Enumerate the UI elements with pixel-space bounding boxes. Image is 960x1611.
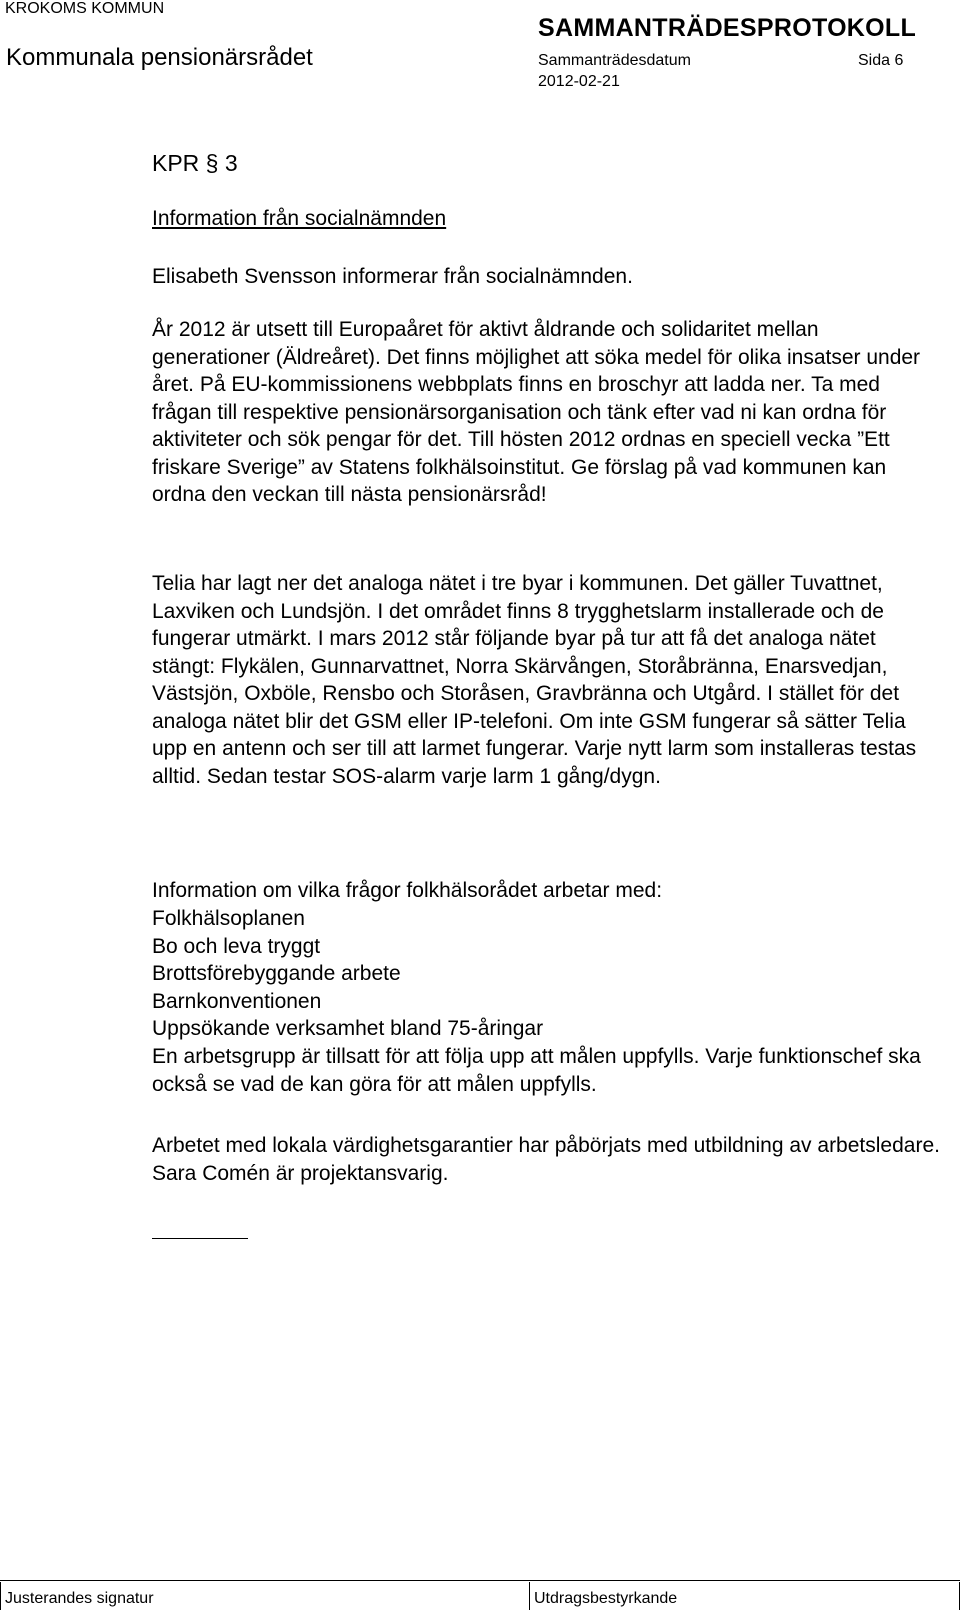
european-year-paragraph: År 2012 är utsett till Europaåret för aktivt åldrande och solidaritet mellan generationer (Äldreåret). Det finns möjlighet att söka medel för olika insatser under året. På EU-kommissionens webbplats finns en broschyr att ladda ner. Ta med frågan till respektive pensionärsorganisation och tänk efter vad ni kan ordna för aktiviteter och sök pengar för det. Till hösten 2012 ordnas en speciell vecka ”Ett friskare Sverige” av Statens folkhälsoinstitut. Ge förslag på vad kommunen kan ordna den veckan till nästa pensionärsråd! bbox=[152, 318, 921, 506]
list-item: Uppsökande verksamhet bland 75-åringar bbox=[152, 1017, 544, 1040]
footer-border-left bbox=[0, 1582, 1, 1610]
meeting-date-label: Sammanträdesdatum bbox=[538, 52, 691, 69]
intro-paragraph: Elisabeth Svensson informerar från socialnämnden. bbox=[152, 265, 633, 288]
section-heading: KPR § 3 bbox=[152, 150, 238, 176]
working-group-paragraph: En arbetsgrupp är tillsatt för att följa upp att målen uppfylls. Varje funktionschef ska också se vad de kan göra för att målen uppfylls. bbox=[152, 1045, 921, 1096]
list-item: Brottsförebyggande arbete bbox=[152, 962, 401, 985]
telia-network-paragraph: Telia har lagt ner det analoga nätet i tre byar i kommunen. Det gäller Tuvattnet, Laxviken och Lundsjön. I det området finns 8 trygghetslarm installerade och de fungerar utmärkt. I mars 2012 står följande byar på tur att få det analoga nätet stängt: Flykälen, Gunnarvattnet, Norra Skärvången, Storåbränna, Enarsvedjan, Västsjön, Oxböle, Rensbo och Storåsen, Gravbränna och Utgård. I stället för det analoga nätet blir det GSM eller IP-telefoni. Om inte GSM fungerar så sätter Telia upp en antenn och ser till att larmet fungerar. Varje nytt larm som installeras testas alltid. Sedan testar SOS-alarm varje larm 1 gång/dygn. bbox=[152, 572, 917, 788]
page-number: Sida 6 bbox=[858, 52, 904, 69]
organization-name: KROKOMS KOMMUN bbox=[5, 0, 165, 17]
committee-name: Kommunala pensionärsrådet bbox=[6, 44, 313, 71]
signature-line bbox=[152, 1238, 248, 1239]
dignity-guarantees-paragraph: Arbetet med lokala värdighetsgarantier har påbörjats med utbildning av arbetsledare. Sara Comén är projektansvarig. bbox=[152, 1134, 940, 1185]
meeting-date: 2012-02-21 bbox=[538, 73, 620, 90]
footer-border-middle bbox=[529, 1582, 530, 1610]
extract-verification-label: Utdragsbestyrkande bbox=[534, 1590, 678, 1607]
section-subject: Information från socialnämnden bbox=[152, 207, 447, 230]
signature-field-label: Justerandes signatur bbox=[5, 1590, 154, 1607]
document-type-title: SAMMANTRÄDESPROTOKOLL bbox=[538, 14, 917, 42]
footer-divider bbox=[0, 1580, 960, 1581]
list-item: Folkhälsoplanen bbox=[152, 907, 305, 930]
public-health-topics-list bbox=[152, 905, 942, 1043]
public-health-intro: Information om vilka frågor folkhälsorådet arbetar med: bbox=[152, 879, 663, 902]
list-item: Barnkonventionen bbox=[152, 989, 322, 1013]
list-item: Bo och leva tryggt bbox=[152, 934, 321, 958]
